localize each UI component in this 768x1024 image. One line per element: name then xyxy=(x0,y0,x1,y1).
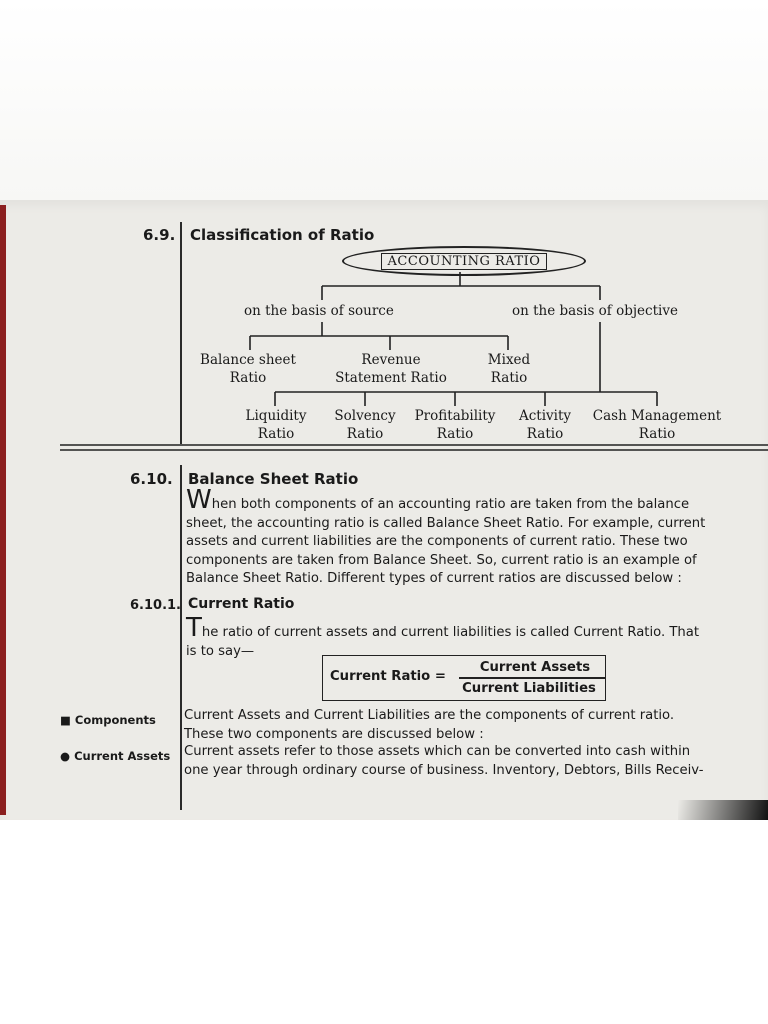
node-line: Ratio xyxy=(229,370,267,386)
formula-label: Current Ratio = xyxy=(330,669,446,684)
node-line: Balance sheet xyxy=(200,352,296,368)
square-bullet-icon: ■ xyxy=(60,713,71,727)
section-number: 6.10. xyxy=(130,470,173,488)
node-line: Ratio xyxy=(526,426,564,442)
page-shadow xyxy=(678,800,768,820)
subsection-title: Current Ratio xyxy=(188,596,295,612)
paragraph-line: sheet, the accounting ratio is called Balance Sheet Ratio. For example, current xyxy=(186,515,706,531)
node-line: Ratio xyxy=(490,370,528,386)
node-basis-source: on the basis of source xyxy=(244,303,394,319)
paragraph-line: These two components are discussed below : xyxy=(184,726,484,742)
node-line: Ratio xyxy=(638,426,676,442)
section-title: Balance Sheet Ratio xyxy=(188,470,359,488)
components-label xyxy=(60,713,156,727)
node-line: Profitability xyxy=(414,408,496,424)
subsection-number: 6.10.1. xyxy=(130,598,181,613)
drop-cap: W xyxy=(186,485,212,515)
node-line: Statement Ratio xyxy=(335,370,447,386)
section-title: Classification of Ratio xyxy=(190,226,375,244)
section-number: 6.9. xyxy=(143,226,176,244)
paragraph-line: one year through ordinary course of business. Inventory, Debtors, Bills Receiv- xyxy=(184,762,704,778)
photo-background-bottom xyxy=(0,820,768,1024)
node-line: Liquidity xyxy=(245,408,307,424)
paragraph-line: components are taken from Balance Sheet. So, current ratio is an example of xyxy=(186,552,697,568)
side-label-text: Current Assets xyxy=(74,749,171,763)
paragraph-balance-sheet-ratio xyxy=(186,485,706,589)
fraction-bar xyxy=(459,677,605,679)
round-bullet-icon: ● xyxy=(60,749,71,763)
paragraph-line: hen both components of an accounting ratio are taken from the balance xyxy=(211,497,690,512)
formula-denominator: Current Liabilities xyxy=(462,681,596,696)
node-mixed-ratio xyxy=(486,351,532,387)
paragraph-line: assets and current liabilities are the components of current ratio. These two xyxy=(186,534,688,549)
diagram-root xyxy=(342,246,586,276)
diagram-root-label: ACCOUNTING RATIO xyxy=(381,253,548,270)
node-line: Activity xyxy=(518,408,572,424)
node-cash-management-ratio xyxy=(587,407,727,443)
node-activity-ratio xyxy=(512,407,578,443)
node-balance-sheet-ratio xyxy=(198,351,298,387)
node-line: Ratio xyxy=(257,426,295,442)
node-profitability-ratio xyxy=(410,407,500,443)
node-line: Cash Management xyxy=(592,408,722,424)
paragraph-line: is to say— xyxy=(186,643,255,659)
current-assets-label xyxy=(60,749,170,763)
paragraph-line: he ratio of current assets and current liabilities is called Current Ratio. That xyxy=(201,625,699,640)
node-line: Solvency xyxy=(334,408,396,424)
current-assets-paragraph xyxy=(184,743,704,780)
node-line: Ratio xyxy=(436,426,474,442)
node-liquidity-ratio xyxy=(238,407,314,443)
formula-numerator: Current Assets xyxy=(479,660,591,675)
node-solvency-ratio xyxy=(330,407,400,443)
node-line: Revenue xyxy=(361,352,421,368)
node-line: Mixed xyxy=(487,352,531,368)
side-label-text: Components xyxy=(74,713,156,727)
node-line: Ratio xyxy=(346,426,384,442)
paragraph-line: Balance Sheet Ratio. Different types of current ratios are discussed below : xyxy=(186,571,682,586)
formula-box xyxy=(322,655,606,701)
components-paragraph xyxy=(184,707,674,744)
node-revenue-statement-ratio xyxy=(330,351,452,387)
paragraph-line: Current Assets and Current Liabilities are the components of current ratio. xyxy=(184,708,675,723)
drop-cap: T xyxy=(186,613,202,643)
paragraph-line: Current assets refer to those assets which can be converted into cash within xyxy=(184,744,691,759)
node-basis-objective: on the basis of objective xyxy=(512,303,678,319)
